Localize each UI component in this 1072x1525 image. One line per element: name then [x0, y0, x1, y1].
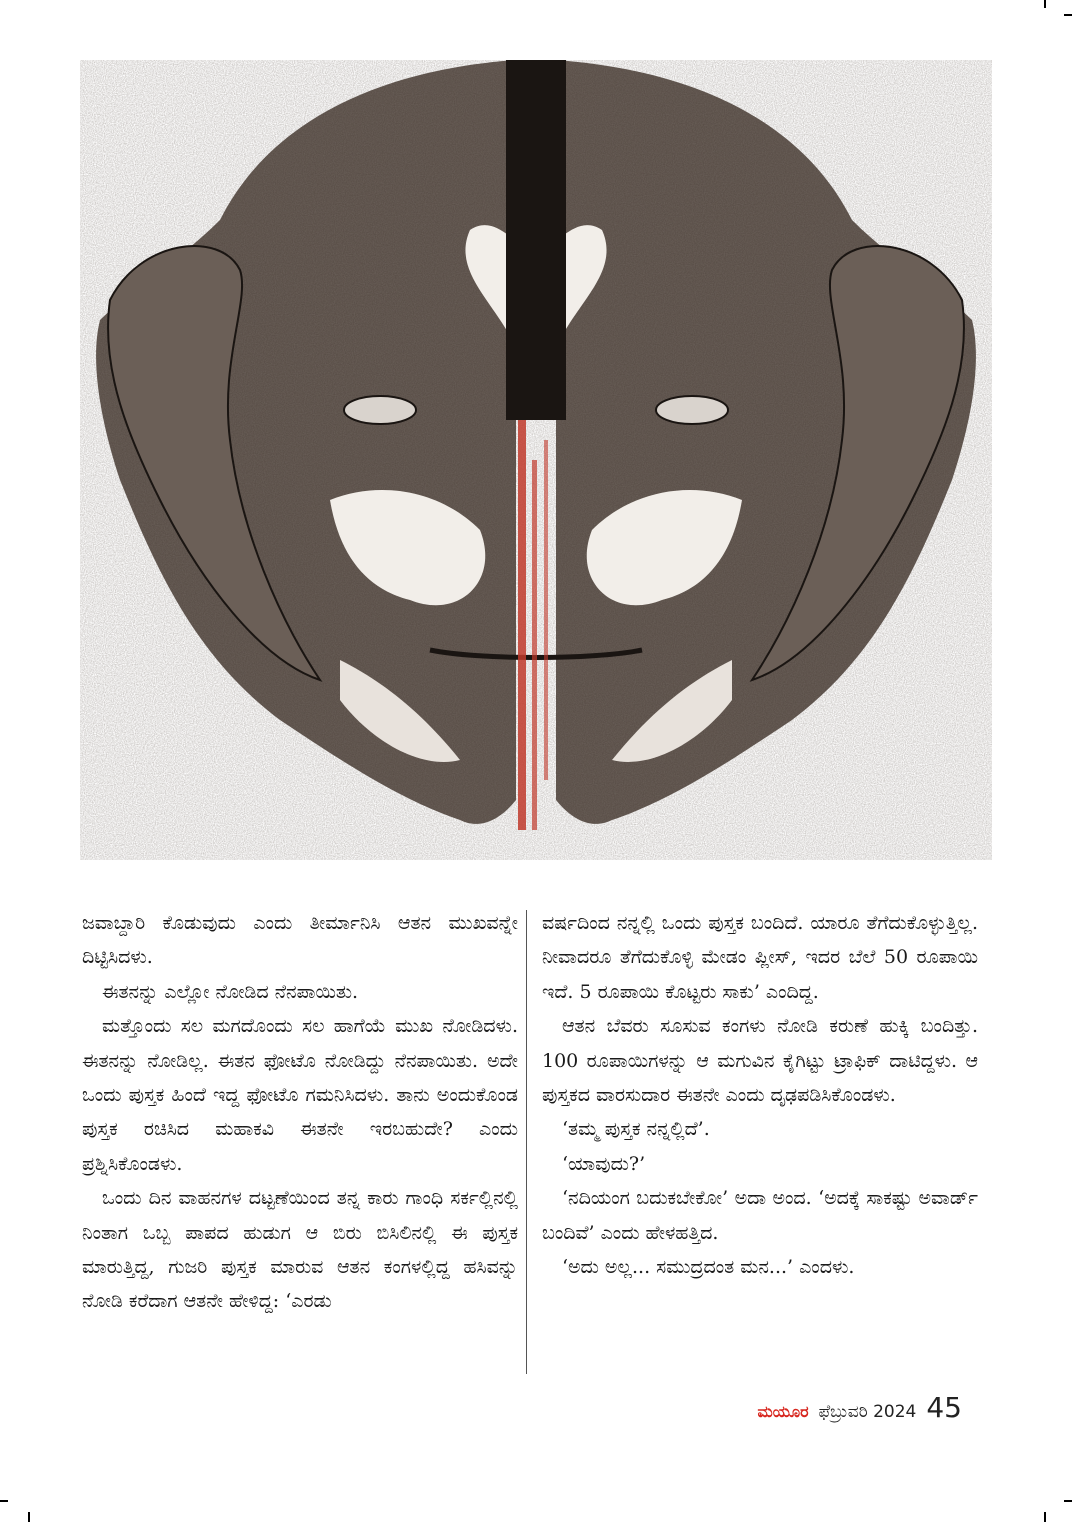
article-paragraph: ಮತ್ತೊಂದು ಸಲ ಮಗದೊಂದು ಸಲ ಹಾಗೆಯೆ ಮುಖ ನೋಡಿದಳು. ಈತನನ್ನು ನೋಡಿಲ್ಲ. ಈತನ ಫೋಟೊ ನೋಡಿದ್ದು ನೆನಪಾಯಿತು. ಅದೇ ಒಂದು ಪುಸ್ತಕ ಹಿಂದೆ ಇದ್ದ ಫೋಟೊ ಗಮನಿಸಿದಳು. ತಾನು ಅಂದುಕೊಂಡ ಪುಸ್ತಕ ರಚಿಸಿದ ಮಹಾಕವಿ ಈತನೇ ಇರಬಹುದೇ? ಎಂದು ಪ್ರಶ್ನಿಸಿಕೊಂಡಳು. [82, 1015, 518, 1175]
issue-date: ಫೆಬ್ರುವರಿ 2024 [818, 1402, 917, 1422]
crop-mark-right-top [1064, 14, 1072, 16]
crop-mark-top-right [1044, 0, 1046, 8]
crop-mark-bottom-right [1044, 1512, 1046, 1522]
center-dark-strip [506, 60, 566, 420]
article-paragraph: ಆತನ ಬೆವರು ಸೂಸುವ ಕಂಗಳು ನೋಡಿ ಕರುಣೆ ಹುಕ್ಕಿ ಬಂದಿತ್ತು. 100 ರೂಪಾಯಿಗಳನ್ನು ಆ ಮಗುವಿನ ಕೈಗಿಟ್ಟು ಟ್ರಾಫಿಕ್ ದಾಟಿದ್ದಳು. ಆ ಪುಸ್ತಕದ ವಾರಸುದಾರ ಈತನೇ ಎಂದು ದೃಢಪಡಿಸಿಕೊಂಡಳು. [542, 1015, 978, 1107]
column-divider [526, 910, 527, 1374]
page-footer [758, 1391, 962, 1431]
article-paragraph: ‘ಯಾವುದು?’ [562, 1152, 646, 1175]
mirrored-face-illustration [80, 60, 992, 860]
magazine-brand: ಮಯೂರ [757, 1402, 809, 1421]
article-paragraph: ಜವಾಬ್ದಾರಿ ಕೊಡುವುದು ಎಂದು ತೀರ್ಮಾನಿಸಿ ಆತನ ಮುಖವನ್ನೇ ದಿಟ್ಟಿಸಿದಳು. [82, 912, 518, 969]
article-paragraph: ‘ನದಿಯಂಗ ಬದುಕಬೇಕೋ’ ಅದಾ ಅಂದ. ‘ಅದಕ್ಕೆ ಸಾಕಷ್ಟು ಅವಾರ್ಡ್ ಬಂದಿವೆ’ ಎಂದು ಹೇಳಹತ್ತಿದ. [542, 1187, 978, 1244]
article-paragraph: ‘ಅದು ಅಲ್ಲ... ಸಮುದ್ರದಂತ ಮನ...’ ಎಂದಳು. [562, 1256, 855, 1279]
right-eye [656, 396, 728, 424]
article-left-column [82, 906, 518, 1319]
page-number: 45 [926, 1391, 962, 1424]
article-paragraph: ವರ್ಷದಿಂದ ನನ್ನಲ್ಲಿ ಒಂದು ಪುಸ್ತಕ ಬಂದಿದೆ. ಯಾರೂ ತೆಗೆದುಕೊಳ್ಳುತ್ತಿಲ್ಲ. ನೀವಾದರೂ ತೆಗೆದುಕೊಳ್ಳಿ ಮೇಡಂ ಪ್ಲೀಸ್, ಇದರ ಬೆಲೆ 50 ರೂಪಾಯಿ ಇದೆ. 5 ರೂಪಾಯಿ ಕೊಟ್ಟರು ಸಾಕು’ ಎಂದಿದ್ದ. [542, 912, 978, 1003]
crop-mark-bottom-left [28, 1512, 30, 1522]
crop-mark-left-bottom [0, 1500, 8, 1502]
article-right-column [542, 906, 978, 1284]
left-eye [344, 396, 416, 424]
article-paragraph: ‘ತಮ್ಮ ಪುಸ್ತಕ ನನ್ನಲ್ಲಿದೆ’. [562, 1118, 710, 1141]
article-paragraph: ಒಂದು ದಿನ ವಾಹನಗಳ ದಟ್ಟಣೆಯಿಂದ ತನ್ನ ಕಾರು ಗಾಂಧಿ ಸರ್ಕಲ್ಲಿನಲ್ಲಿ ನಿಂತಾಗ ಒಬ್ಬ ಪಾಪದ ಹುಡುಗ ಆ ಬಿರು ಬಿಸಿಲಿನಲ್ಲಿ ಈ ಪುಸ್ತಕ ಮಾರುತ್ತಿದ್ದ, ಗುಜರಿ ಪುಸ್ತಕ ಮಾರುವ ಆತನ ಕಂಗಳಲ್ಲಿದ್ದ ಹಸಿವನ್ನು ನೋಡಿ ಕರೆದಾಗ ಆತನೇ ಹೇಳಿದ್ದ: ‘ಎರಡು [82, 1187, 518, 1313]
crop-mark-right-bottom [1064, 1500, 1072, 1502]
center-red-streak [518, 420, 526, 830]
article-paragraph: ಈತನನ್ನು ಎಲ್ಲೋ ನೋಡಿದ ನೆನಪಾಯಿತು. [102, 980, 359, 1003]
